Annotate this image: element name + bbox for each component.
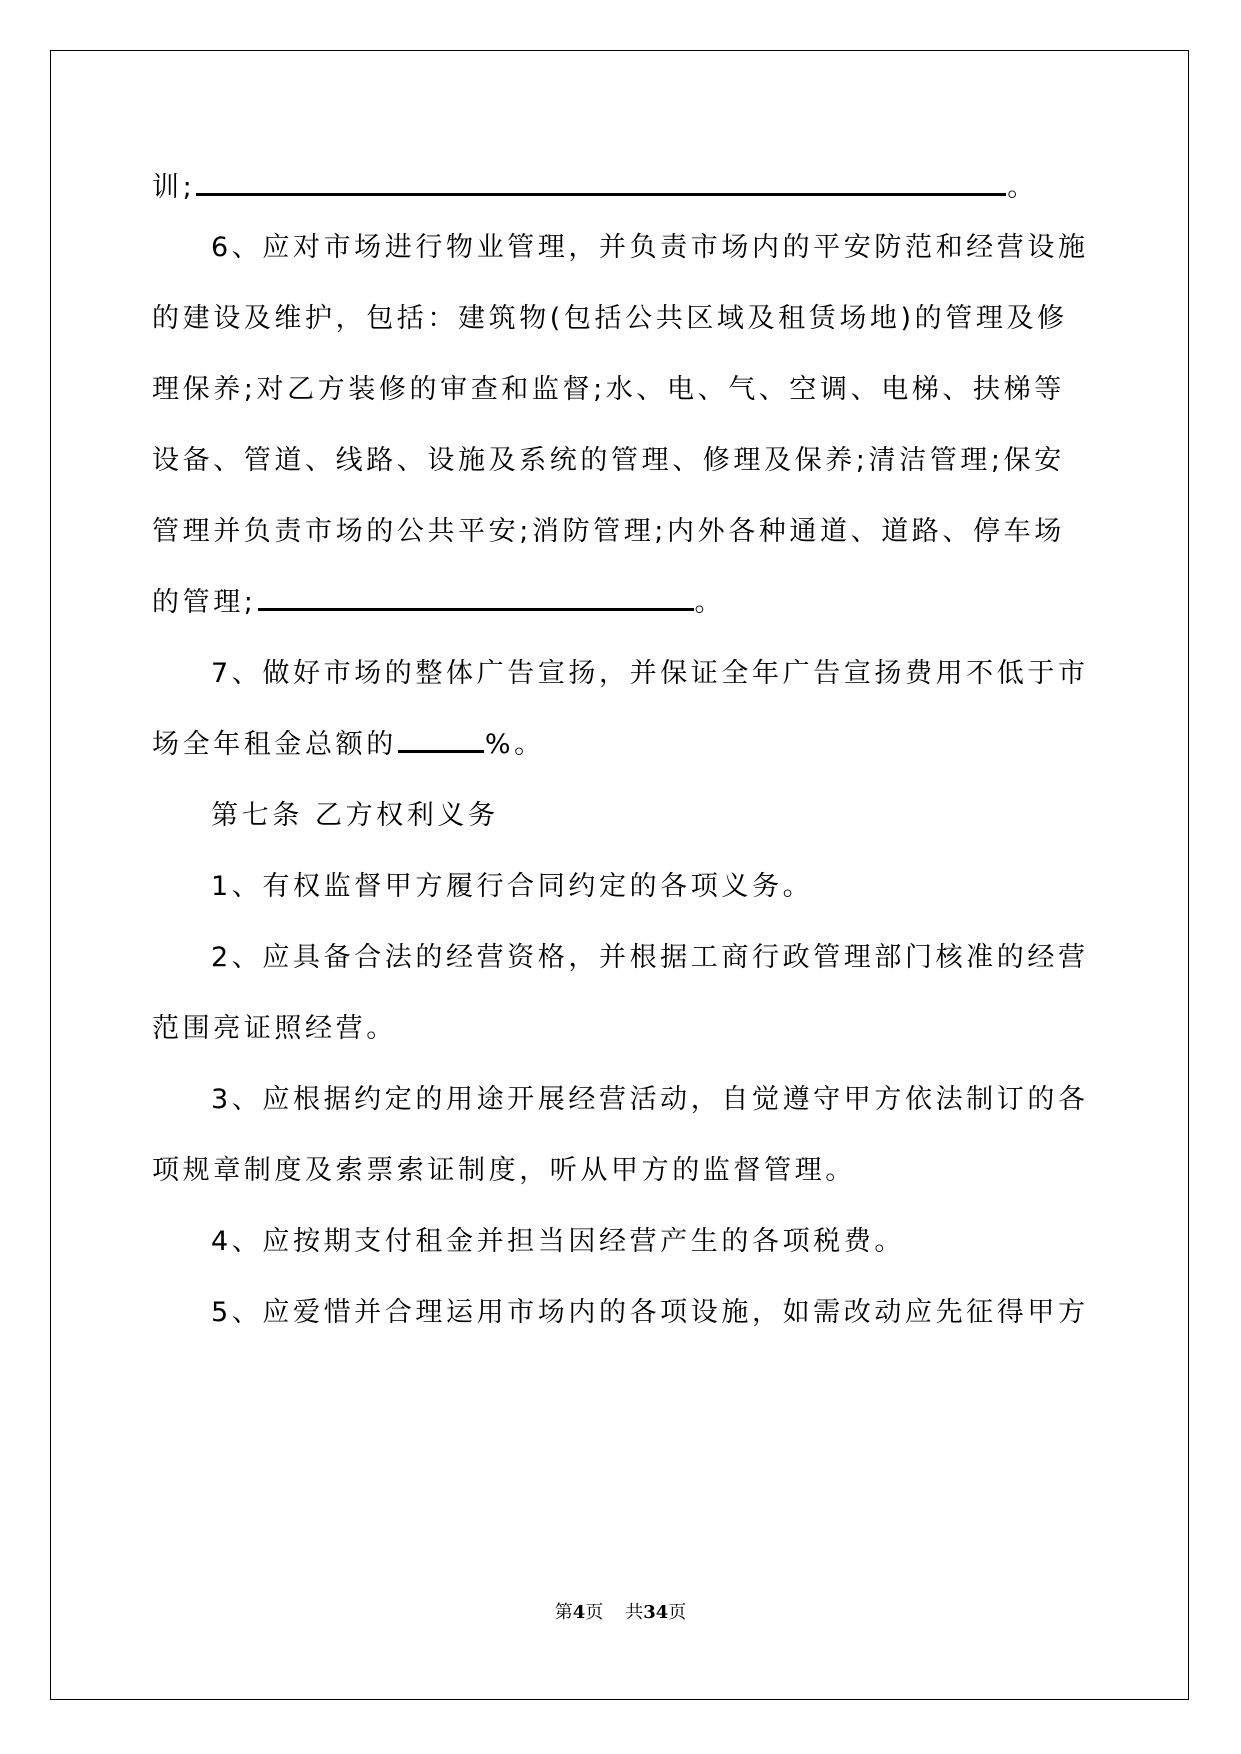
total-suffix: 页 — [668, 1602, 687, 1623]
text-line-15: 项规章制度及索票索证制度，听从甲方的监督管理。 — [152, 1155, 856, 1186]
line-1-tail: 。 — [1007, 172, 1038, 203]
text-line-12: 2、应具备合法的经营资格，并根据工商行政管理部门核准的经营 — [211, 942, 1089, 973]
text-line-8: 7、做好市场的整体广告宣扬，并保证全年广告宣扬费用不低于市 — [211, 658, 1089, 689]
text-line-1 — [152, 172, 1038, 204]
text-line-6: 管理并负责市场的公共平安;消防管理;内外各种通道、道路、停车场 — [152, 516, 1065, 547]
page-prefix: 第 — [554, 1602, 573, 1623]
text-line-3: 的建设及维护，包括：建筑物(包括公共区域及租赁场地)的管理及修 — [152, 303, 1068, 334]
page-suffix: 页 — [585, 1602, 604, 1623]
text-line-9 — [152, 729, 545, 761]
text-line-5: 设备、管道、线路、设施及系统的管理、修理及保养;清洁管理;保安 — [152, 445, 1065, 476]
page-footer — [0, 1601, 1241, 1625]
total-prefix: 共 — [625, 1602, 644, 1623]
fill-in-blank — [398, 730, 484, 753]
text-line-13: 范围亮证照经营。 — [152, 1013, 397, 1044]
text-line-14: 3、应根据约定的用途开展经营活动，自觉遵守甲方依法制订的各 — [211, 1084, 1089, 1115]
text-line-4: 理保养;对乙方装修的审查和监督;水、电、气、空调、电梯、扶梯等 — [152, 374, 1065, 405]
text-line-16: 4、应按期支付租金并担当因经营产生的各项税费。 — [211, 1226, 905, 1257]
line-9-text: 场全年租金总额的 — [152, 729, 397, 760]
fill-in-blank — [196, 173, 1006, 196]
text-line-7 — [152, 587, 725, 619]
fill-in-blank — [258, 588, 694, 611]
section-heading: 第七条 乙方权利义务 — [211, 800, 499, 831]
text-line-2: 6、应对市场进行物业管理，并负责市场内的平安防范和经营设施 — [211, 232, 1089, 263]
text-line-17: 5、应爱惜并合理运用市场内的各项设施，如需改动应先征得甲方 — [211, 1297, 1089, 1328]
line-1-text: 训; — [152, 172, 196, 203]
line-9-tail: %。 — [484, 729, 545, 760]
line-7-tail: 。 — [694, 587, 726, 618]
text-line-11: 1、有权监督甲方履行合同约定的各项义务。 — [211, 871, 814, 902]
line-7-text: 的管理; — [152, 587, 257, 618]
total-pages: 34 — [643, 1602, 669, 1623]
page-number: 4 — [572, 1602, 586, 1623]
